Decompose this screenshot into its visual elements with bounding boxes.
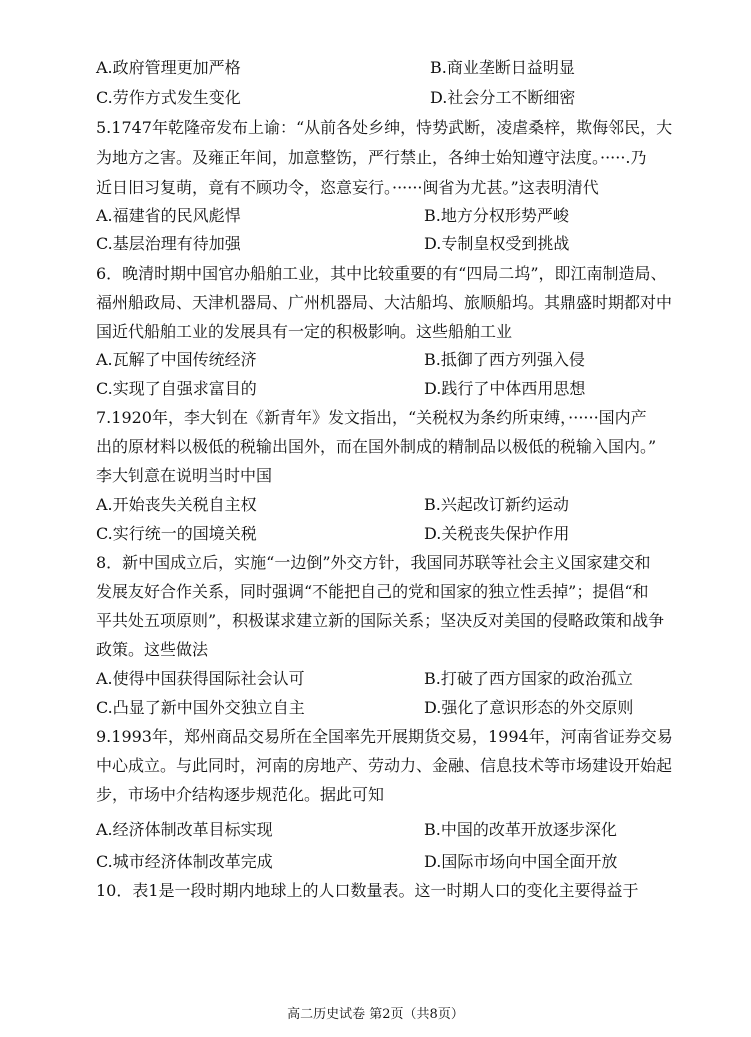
option-b: B.抵御了西方列强入侵 [424, 350, 585, 369]
option-b: B.中国的改革开放逐步深化 [424, 820, 617, 839]
question-6-line-2: 福州船政局、天津机器局、广州机器局、大沽船坞、旅顺船坞。其鼎盛时期都对中 [96, 293, 673, 312]
option-b: B.打破了西方国家的政治孤立 [424, 669, 633, 688]
option-d: D.强化了意识形态的外交原则 [424, 698, 634, 717]
option-c: C.基层治理有待加强 [96, 234, 241, 253]
option-d: D.践行了中体西用思想 [424, 379, 586, 398]
option-c: C.实现了自强求富目的 [96, 379, 257, 398]
question-6-line-1: 6．晚清时期中国官办船舶工业，其中比较重要的有“四局二坞”，即江南制造局、 [96, 264, 667, 283]
question-7-line-1: 7.1920年，李大钊在《新青年》发文指出，“关税权为条约所束缚，······国内产 [96, 408, 647, 427]
option-a: A.政府管理更加严格 [96, 58, 241, 77]
question-5-line-1: 5.1747年乾隆帝发布上谕：“从前各处乡绅，恃势武断，凌虐桑梓，欺侮邻民，大 [96, 118, 673, 137]
option-a: A.瓦解了中国传统经济 [96, 350, 257, 369]
option-d: D.社会分工不断细密 [430, 88, 576, 107]
question-8-line-3: 平共处五项原则”，积极谋求建立新的国际关系；坚决反对美国的侵略政策和战争 [96, 611, 665, 630]
option-b: B.地方分权形势严峻 [424, 206, 569, 225]
question-5-line-3: 近日旧习复萌，竟有不顾功令，恣意妄行。······闽省为尤甚。”这表明清代 [96, 178, 599, 197]
option-c: C.劳作方式发生变化 [96, 88, 241, 107]
question-8-line-1: 8．新中国成立后，实施“一边倒”外交方针，我国同苏联等社会主义国家建交和 [96, 553, 651, 572]
option-a: A.经济体制改革目标实现 [96, 820, 273, 839]
option-b: B.商业垄断日益明显 [430, 58, 575, 77]
question-8-line-2: 发展友好合作关系，同时强调“不能把自己的党和国家的独立性丢掉”；提倡“和 [96, 582, 649, 601]
option-b: B.兴起改订新约运动 [424, 495, 569, 514]
page-footer: 高二历史试卷 第2页（共8页） [287, 1007, 464, 1022]
question-9-line-2: 中心成立。与此同时，河南的房地产、劳动力、金融、信息技术等市场建设开始起 [96, 756, 673, 775]
question-7-line-3: 李大钊意在说明当时中国 [96, 466, 273, 485]
option-a: A.使得中国获得国际社会认可 [96, 669, 305, 688]
option-c: C.凸显了新中国外交独立自主 [96, 698, 305, 717]
question-8-line-4: 政策。这些做法 [96, 640, 209, 659]
option-c: C.城市经济体制改革完成 [96, 852, 273, 871]
question-9-line-1: 9.1993年，郑州商品交易所在全国率先开展期货交易，1994年，河南省证券交易 [96, 727, 673, 746]
option-d: D.专制皇权受到挑战 [424, 234, 570, 253]
question-10-line-1: 10．表1是一段时期内地球上的人口数量表。这一时期人口的变化主要得益于 [96, 881, 639, 900]
question-5-line-2: 为地方之害。及雍正年间，加意整饬，严行禁止，各绅士始知遵守法度。·····.乃 [96, 148, 647, 167]
option-a: A.开始丧失关税自主权 [96, 495, 257, 514]
option-d: D.国际市场向中国全面开放 [424, 852, 618, 871]
question-9-line-3: 步，市场中介结构逐步规范化。据此可知 [96, 785, 385, 804]
option-d: D.关税丧失保护作用 [424, 524, 570, 543]
option-a: A.福建省的民风彪悍 [96, 206, 241, 225]
question-6-line-3: 国近代船舶工业的发展具有一定的积极影响。这些船舶工业 [96, 322, 513, 341]
option-c: C.实行统一的国境关税 [96, 524, 257, 543]
question-7-line-2: 出的原材料以极低的税输出国外，而在国外制成的精制品以极低的税输入国内。” [96, 437, 657, 456]
